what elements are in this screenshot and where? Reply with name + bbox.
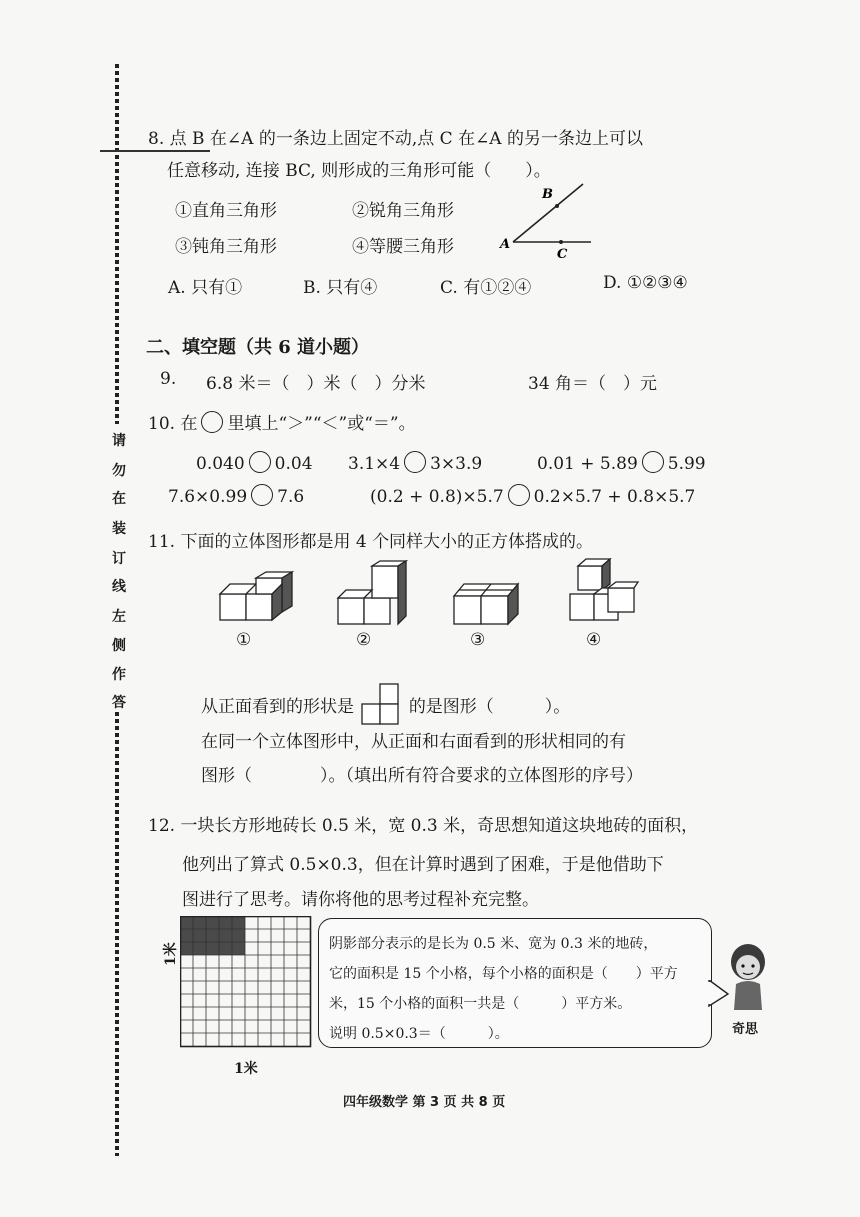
- binding-line-bottom: [115, 712, 119, 1156]
- compare-circle-icon: [201, 411, 223, 433]
- bubble-line-1: 阴影部分表示的是长为 0.5 米、宽为 0.3 米的地砖，: [329, 936, 658, 952]
- cube-label-1: ①: [236, 630, 252, 650]
- q9-part2: 34 角＝（ ）元: [528, 374, 658, 394]
- compare-item-3: [537, 451, 706, 474]
- angle-figure: [495, 176, 595, 260]
- q8-option-3: ③钝角三角形: [175, 237, 277, 257]
- grid-left-label: 1米: [163, 942, 179, 966]
- answer-circle[interactable]: [249, 451, 271, 473]
- binding-char: 左: [112, 609, 126, 625]
- cube-figure-1: [218, 570, 300, 630]
- front-view-shape: [361, 682, 401, 728]
- compare-left: 3.1×4: [348, 454, 401, 474]
- compare-item-5: [370, 484, 695, 507]
- q8-choice-d: D. ①②③④: [603, 273, 688, 293]
- answer-circle[interactable]: [508, 484, 530, 506]
- area-grid: [180, 916, 316, 1056]
- angle-label-b: B: [542, 187, 553, 202]
- cube-figure-4: [568, 558, 640, 630]
- q8-option-1: ①直角三角形: [175, 201, 277, 221]
- q11-title: 11. 下面的立体图形都是用 4 个同样大小的正方体搭成的。: [148, 532, 594, 552]
- compare-item-1: [196, 451, 313, 474]
- compare-left: (0.2 + 0.8)×5.7: [370, 487, 504, 507]
- q11-sub1: [201, 682, 570, 728]
- compare-right: 0.2×5.7 + 0.8×5.7: [533, 487, 696, 507]
- compare-right: 7.6: [277, 487, 305, 507]
- q8-line1: 8. 点 B 在∠A 的一条边上固定不动,点 C 在∠A 的另一条边上可以: [148, 129, 643, 149]
- answer-circle[interactable]: [251, 484, 273, 506]
- compare-right: 0.04: [274, 454, 313, 474]
- bubble-line-4: 说明 0.5×0.3＝（ ）。: [329, 1026, 509, 1042]
- binding-char: 线: [112, 579, 126, 595]
- q11-sub1-text: 从正面看到的形状是: [201, 697, 354, 717]
- compare-left: 0.01 + 5.89: [537, 454, 638, 474]
- q8-choice-c: C. 有①②④: [440, 278, 532, 298]
- cube-figure-3: [452, 578, 526, 632]
- binding-char: 在: [112, 491, 126, 507]
- compare-item-2: [348, 451, 482, 474]
- q10-suffix: 里填上“＞”“＜”或“＝”。: [227, 414, 416, 434]
- q12-line1: 12. 一块长方形地砖长 0.5 米，宽 0.3 米，奇思想知道这块地砖的面积，: [148, 816, 699, 836]
- angle-label-c: C: [557, 247, 568, 260]
- q11-sub2-line2: 图形（ ）。（填出所有符合要求的立体图形的序号）: [201, 766, 643, 786]
- cube-label-2: ②: [356, 630, 372, 650]
- scan-mark: [100, 150, 210, 152]
- binding-char: 作: [112, 667, 126, 683]
- speech-bubble: [318, 918, 712, 1048]
- cube-figure-2: [336, 560, 410, 632]
- binding-char: 侧: [112, 638, 126, 654]
- angle-label-a: A: [500, 237, 511, 252]
- compare-left: 0.040: [196, 454, 245, 474]
- q11-sub2-line1: 在同一个立体图形中，从正面和右面看到的形状相同的有: [201, 732, 626, 752]
- q10-prefix: 10. 在: [148, 414, 198, 434]
- answer-circle[interactable]: [404, 451, 426, 473]
- q8-option-2: ②锐角三角形: [352, 201, 454, 221]
- compare-left: 7.6×0.99: [168, 487, 248, 507]
- binding-char: 勿: [112, 463, 126, 479]
- q9-number: 9.: [160, 369, 177, 389]
- bubble-line-3: 米，15 个小格的面积一共是（ ）平方米。: [329, 996, 632, 1012]
- grid-bottom-label: 1米: [234, 1061, 258, 1077]
- q8-choice-a: A. 只有①: [168, 278, 243, 298]
- q12-line3: 图进行了思考。请你将他的思考过程补充完整。: [182, 890, 539, 910]
- binding-char: 请: [112, 433, 126, 449]
- q8-choice-b: B. 只有④: [303, 278, 378, 298]
- compare-right: 3×3.9: [430, 454, 483, 474]
- compare-item-4: [168, 484, 304, 507]
- section-heading: 二、填空题（共 6 道小题）: [146, 337, 370, 358]
- answer-circle[interactable]: [642, 451, 664, 473]
- binding-char: 装: [112, 521, 126, 537]
- binding-char: 答: [112, 695, 126, 711]
- q11-sub1-answer: 的是图形（ ）。: [408, 697, 571, 717]
- q9-part1: 6.8 米＝（ ）米（ ）分米: [206, 374, 426, 394]
- cube-label-3: ③: [470, 630, 486, 650]
- binding-char: 订: [112, 551, 126, 567]
- q10-prompt: [148, 409, 416, 434]
- cube-label-4: ④: [586, 630, 602, 650]
- compare-right: 5.99: [667, 454, 706, 474]
- q8-option-4: ④等腰三角形: [352, 237, 454, 257]
- page-footer: 四年级数学 第 3 页 共 8 页: [343, 1095, 506, 1110]
- character-avatar-icon: [726, 940, 770, 1020]
- q8-line2: 任意移动, 连接 BC, 则形成的三角形可能（ ）。: [167, 161, 551, 181]
- bubble-line-2: 它的面积是 15 个小格，每个小格的面积是（ ）平方: [329, 966, 678, 982]
- binding-line-top: [115, 64, 119, 424]
- character-name: 奇思: [732, 1022, 759, 1037]
- q12-line2: 他列出了算式 0.5×0.3，但在计算时遇到了困难，于是他借助下: [182, 855, 664, 875]
